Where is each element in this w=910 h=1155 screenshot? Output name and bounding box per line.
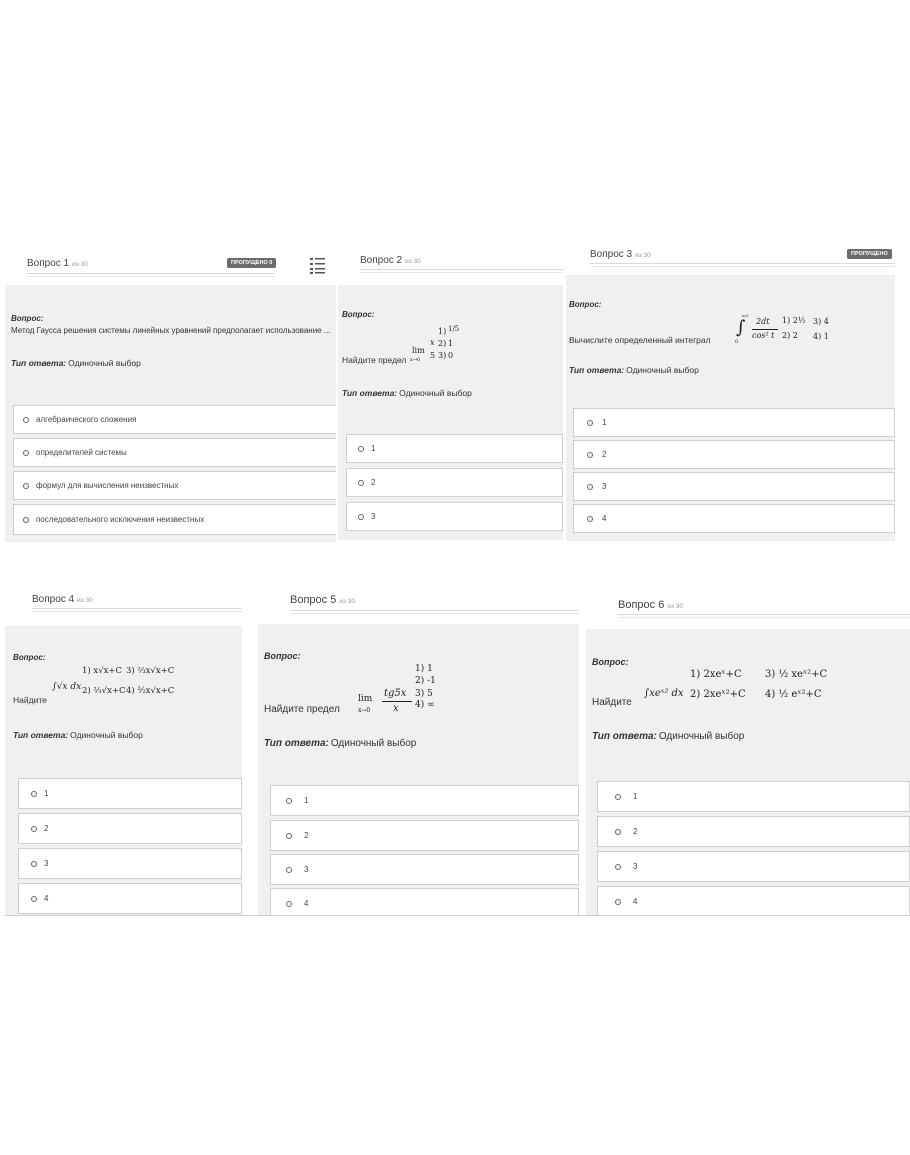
option-1-label: 1	[371, 444, 376, 453]
answer-type	[342, 388, 472, 398]
option-4[interactable]	[573, 504, 895, 533]
answer-choice-3: 3) 4	[813, 317, 829, 326]
option-4-radio[interactable]	[587, 516, 593, 522]
answer-type-value: Одиночный выбор	[70, 730, 143, 740]
option-2-radio[interactable]	[286, 833, 292, 839]
option-2[interactable]	[270, 820, 579, 851]
header-underline	[618, 614, 910, 615]
header-underline-2	[590, 266, 895, 267]
option-2-radio[interactable]	[23, 450, 29, 456]
answer-choice-4: 4) 1	[813, 332, 829, 341]
question-label: Вопрос:	[11, 314, 44, 323]
header-underline	[27, 273, 275, 274]
question-4-panel	[5, 582, 242, 915]
option-3[interactable]	[573, 472, 895, 501]
option-2-radio[interactable]	[31, 826, 37, 832]
bottom-divider	[5, 915, 910, 916]
option-3-radio[interactable]	[31, 861, 37, 867]
lim-symbol: lim	[358, 694, 373, 704]
header-underline	[590, 263, 895, 264]
answer-type-label: Тип ответа:	[11, 358, 67, 368]
question-5-panel	[258, 580, 579, 915]
answer-choice-3: 3) ⅔x√x+C	[126, 666, 175, 676]
question-label: Вопрос:	[13, 653, 46, 662]
question-text: Найдите предел	[342, 355, 407, 365]
option-2-label: определителей системы	[36, 448, 127, 457]
option-4-label: 4	[602, 514, 607, 523]
answer-type-value: Одиночный выбор	[68, 358, 141, 368]
option-1-radio[interactable]	[286, 798, 292, 804]
option-2[interactable]	[573, 440, 895, 469]
lim-symbol: lim	[412, 346, 425, 355]
option-4[interactable]	[597, 886, 910, 915]
option-3[interactable]	[270, 854, 579, 885]
question-label: Вопрос:	[264, 651, 301, 661]
question-text: Найдите	[13, 695, 47, 705]
option-4-radio[interactable]	[286, 901, 292, 907]
answer-choice-3: 3) 5	[415, 689, 433, 699]
answer-choice-2: 2) ⅔√x+C	[82, 686, 126, 696]
option-2-radio[interactable]	[615, 829, 621, 835]
question-6-header	[586, 585, 910, 629]
question-list-icon[interactable]	[310, 257, 326, 275]
fraction-numerator: tg5x	[384, 688, 407, 699]
answer-choice-3: 3)	[438, 351, 447, 360]
option-3-label: 3	[371, 512, 376, 521]
option-2-label: 2	[44, 824, 49, 833]
question-number: Вопрос 1	[27, 258, 70, 269]
question-3-header	[566, 245, 895, 275]
option-4-radio[interactable]	[615, 899, 621, 905]
answer-type-label: Тип ответа:	[342, 388, 398, 398]
option-1[interactable]	[18, 778, 242, 809]
option-4-label: 4	[44, 894, 49, 903]
option-1-label: 1	[602, 418, 607, 427]
option-3-radio[interactable]	[286, 867, 292, 873]
answer-type-label: Тип ответа:	[592, 731, 657, 742]
option-2[interactable]	[18, 813, 242, 844]
integral-expression	[734, 313, 844, 347]
option-3[interactable]	[13, 471, 336, 500]
integral-expression	[644, 665, 834, 709]
question-number: Вопрос 4	[32, 594, 75, 605]
question-number: Вопрос 3	[590, 249, 633, 260]
fraction-numerator: 2dt	[756, 317, 770, 326]
option-1[interactable]	[13, 405, 336, 434]
question-2-title	[360, 255, 421, 266]
option-2[interactable]	[597, 816, 910, 847]
answer-type	[592, 731, 744, 742]
answer-choice-2: 2)	[438, 339, 447, 348]
answer-choice-2: 2) 2	[782, 331, 798, 340]
question-total: из 30	[339, 598, 355, 605]
answer-choice-3: 3) ½ xeˣ²+C	[765, 669, 828, 680]
option-1[interactable]	[573, 408, 895, 437]
option-1-radio[interactable]	[587, 420, 593, 426]
question-total: из 30	[72, 261, 88, 268]
question-1-panel	[5, 245, 336, 542]
question-3-title	[590, 249, 651, 260]
question-number: Вопрос 5	[290, 594, 337, 606]
integrand: ∫√x dx	[52, 682, 82, 692]
answer-type	[569, 365, 699, 375]
option-1[interactable]	[597, 781, 910, 812]
answer-choice-4: 4) ∞	[415, 700, 435, 710]
fraction-denominator: x	[393, 703, 399, 714]
question-text: Метод Гаусса решения системы линейных уравнений предполагает использование ...	[11, 326, 331, 335]
answer-choice-2-value: 1	[448, 339, 454, 348]
answer-type-label: Тип ответа:	[13, 730, 69, 740]
option-4[interactable]	[18, 883, 242, 914]
lim-subscript: x→0	[358, 707, 371, 714]
answer-type	[264, 738, 416, 749]
question-number: Вопрос 6	[618, 599, 665, 611]
option-4[interactable]	[13, 504, 336, 535]
option-1[interactable]	[270, 785, 579, 816]
answer-choice-4: 4) ³⁄₂x√x+C	[126, 686, 175, 696]
option-4-label: 4	[304, 899, 309, 908]
header-underline-2	[27, 276, 275, 277]
option-3[interactable]	[18, 848, 242, 879]
option-3-radio[interactable]	[358, 514, 364, 520]
option-1-label: 1	[44, 789, 49, 798]
answer-type-value: Одиночный выбор	[626, 365, 699, 375]
question-total: из 30	[667, 603, 683, 610]
limit-variable: x	[430, 338, 435, 347]
question-1-header	[5, 245, 336, 285]
option-1-radio[interactable]	[358, 446, 364, 452]
question-total: из 30	[405, 258, 421, 265]
option-3-label: формул для вычисления неизвестных	[36, 481, 179, 490]
option-2-radio[interactable]	[358, 480, 364, 486]
option-3[interactable]	[597, 851, 910, 882]
option-3[interactable]	[346, 502, 563, 531]
integral-expression	[49, 662, 179, 702]
header-underline-2	[360, 272, 563, 273]
option-3-radio[interactable]	[615, 864, 621, 870]
question-6-panel	[586, 585, 910, 915]
fraction-bar	[382, 701, 412, 702]
question-2-header	[338, 245, 563, 285]
answer-choice-1: 1) 2xeˣ+C	[690, 669, 742, 680]
option-1-radio[interactable]	[615, 794, 621, 800]
question-3-panel	[566, 245, 895, 541]
option-1-label: 1	[304, 796, 309, 805]
answer-type	[11, 358, 141, 368]
question-text: Вычислите определенный интеграл	[569, 335, 711, 345]
answer-choice-2: 2) 2xeˣ²+C	[690, 689, 746, 700]
question-6-title	[618, 599, 683, 611]
answer-type-label: Тип ответа:	[264, 738, 329, 749]
header-underline	[360, 269, 563, 270]
option-3-radio[interactable]	[23, 483, 29, 489]
integral-sign: ∫	[736, 317, 746, 338]
answer-choice-4: 4) ½ eˣ²+C	[765, 689, 822, 700]
option-4[interactable]	[270, 888, 579, 915]
answer-type	[13, 730, 143, 740]
fraction-denominator: cos² t	[752, 331, 775, 340]
option-1[interactable]	[346, 434, 563, 463]
header-underline-2	[290, 613, 579, 614]
question-number: Вопрос 2	[360, 255, 403, 266]
option-3-label: 3	[602, 482, 607, 491]
option-2[interactable]	[13, 438, 336, 467]
option-1-radio[interactable]	[23, 417, 29, 423]
option-4-label: последовательного исключения неизвестных	[36, 515, 205, 524]
answer-choice-3-value: 0	[448, 351, 454, 360]
header-underline-2	[32, 611, 242, 612]
answer-choice-1: 1) 1	[415, 664, 433, 674]
answer-type-label: Тип ответа:	[569, 365, 625, 375]
question-5-title	[290, 594, 355, 606]
question-total: из 30	[635, 252, 651, 259]
option-2-label: 2	[371, 478, 376, 487]
option-1-radio[interactable]	[31, 791, 37, 797]
answer-choice-2: 2) -1	[415, 676, 436, 686]
option-1-label: 1	[633, 792, 638, 801]
question-5-header	[258, 580, 579, 624]
question-4-title	[32, 594, 93, 605]
question-label: Вопрос:	[592, 657, 629, 667]
fraction-denominator: 5	[430, 351, 436, 360]
answer-type-value: Одиночный выбор	[330, 738, 417, 749]
header-underline	[32, 608, 242, 609]
question-total: из 30	[77, 597, 93, 604]
header-underline-2	[618, 617, 910, 618]
fraction-bar	[752, 329, 778, 330]
option-2-radio[interactable]	[587, 452, 593, 458]
answer-choice-1-value: 1/5	[448, 325, 460, 333]
question-1-title	[27, 258, 88, 269]
answer-choice-1: 1) 2½	[782, 316, 806, 325]
header-underline	[290, 610, 579, 611]
lim-subscript: x→0	[410, 357, 421, 363]
option-3-label: 3	[44, 859, 49, 868]
question-text: Найдите предел	[264, 704, 340, 715]
question-label: Вопрос:	[569, 300, 602, 309]
answer-type-value: Одиночный выбор	[658, 731, 745, 742]
option-4-label: 4	[633, 897, 638, 906]
answer-type-value: Одиночный выбор	[399, 388, 472, 398]
limit-expression	[358, 662, 458, 718]
option-2-label: 2	[602, 450, 607, 459]
option-2[interactable]	[346, 468, 563, 497]
option-3-label: 3	[633, 862, 638, 871]
option-3-label: 3	[304, 865, 309, 874]
skipped-badge: ПРОПУЩЕНО	[847, 249, 892, 259]
option-2-label: 2	[633, 827, 638, 836]
skipped-badge: ПРОПУЩЕНО 0	[227, 258, 276, 268]
option-3-radio[interactable]	[587, 484, 593, 490]
option-4-radio[interactable]	[31, 896, 37, 902]
answer-choice-1: 1)	[438, 327, 447, 336]
option-4-radio[interactable]	[23, 517, 29, 523]
question-4-header	[5, 582, 242, 626]
option-1-label: алгебраического сложения	[36, 415, 137, 424]
integrand: ∫xeˣ² dx	[644, 688, 684, 699]
question-label: Вопрос:	[342, 310, 375, 319]
question-2-panel	[338, 245, 563, 540]
option-2-label: 2	[304, 831, 309, 840]
answer-choice-1: 1) x√x+C	[82, 666, 123, 676]
upper-limit: π/3	[742, 313, 749, 318]
lower-limit: 0	[735, 339, 739, 345]
question-text: Найдите	[592, 697, 632, 708]
